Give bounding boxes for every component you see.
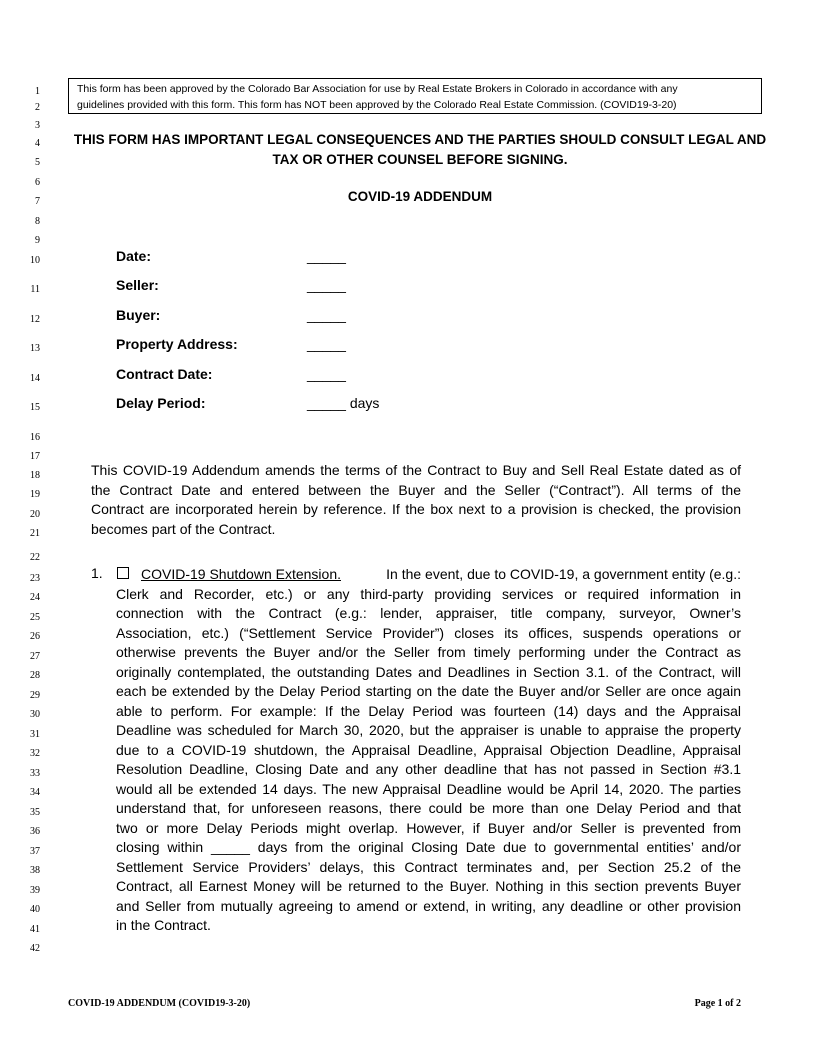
section-1-line: and Seller from mutually agreeing to amend or extend, in writing, any deadline or other provision <box>116 897 741 914</box>
notice-line-2: guidelines provided with this form. This form has NOT been approved by the Colorado Real Estate Commission. (COVID19-3-20) <box>77 99 677 111</box>
section-1-line: Contract, all Earnest Money will be returned to the Buyer. Nothing in this section prevents Buyer <box>116 878 741 894</box>
section-1-line: Resolution Deadline, Closing Date and any other deadline that has not passed in Section #3.1 <box>116 761 741 777</box>
line-number: 40 <box>30 904 40 915</box>
section-1-body <box>116 565 741 936</box>
legal-warning-line-2: TAX OR OTHER COUNSEL BEFORE SIGNING. <box>272 152 568 167</box>
section-1-line: able to perform. For example: If the Delay Period was fourteen (14) days and the Appraisal <box>116 702 741 719</box>
line-number: 7 <box>35 196 40 207</box>
field-label-date: Date: <box>116 248 152 264</box>
line-number: 2 <box>35 102 40 113</box>
section-1-line: due to a COVID-19 shutdown, the Appraisal Deadline, Appraisal Objection Deadline, Appraisal <box>116 741 741 758</box>
line-number: 30 <box>30 709 40 720</box>
section-1-first-line-text: In the event, due to COVID-19, a government entity (e.g.: <box>386 566 741 582</box>
intro-line: becomes part of the Contract. <box>91 520 276 537</box>
line-number: 3 <box>35 120 40 131</box>
approval-notice-box <box>68 78 762 114</box>
line-number: 34 <box>30 787 40 798</box>
line-number: 25 <box>30 612 40 623</box>
line-number: 38 <box>30 865 40 876</box>
intro-paragraph <box>91 461 741 539</box>
section-1-line: Clerk and Recorder, etc.) or any third-party providing services or required information in <box>116 585 741 602</box>
line-number: 4 <box>35 138 40 149</box>
line-number: 15 <box>30 402 40 413</box>
line-number: 11 <box>30 284 40 295</box>
line-number: 14 <box>30 373 40 384</box>
section-1-heading: COVID-19 Shutdown Extension. <box>141 566 341 582</box>
line-number: 16 <box>30 432 40 443</box>
line-number: 24 <box>30 592 40 603</box>
section-1-line: Association, etc.) (“Settlement Service Provider”) closes its offices, suspends operations or <box>116 624 741 641</box>
line-number: 22 <box>30 552 40 563</box>
line-number: 28 <box>30 670 40 681</box>
line-number: 23 <box>30 573 40 584</box>
line-number: 5 <box>35 157 40 168</box>
section-1-first-line <box>116 565 741 585</box>
section-1-last-line: in the Contract. <box>116 917 211 933</box>
line-number: 12 <box>30 314 40 325</box>
line-number: 18 <box>30 470 40 481</box>
line-number: 6 <box>35 177 40 188</box>
line-number: 39 <box>30 885 40 896</box>
line-number: 19 <box>30 489 40 500</box>
notice-line-1: This form has been approved by the Colorado Bar Association for use by Real Estate Brokers in Colorado in accordance with any <box>77 83 678 95</box>
line-number: 1 <box>35 86 40 97</box>
field-blank-delay-period: _____ days <box>307 395 380 411</box>
line-number: 8 <box>35 216 40 227</box>
field-label-property-address: Property Address: <box>116 336 238 352</box>
line-number: 32 <box>30 748 40 759</box>
section-1-line: otherwise prevents the Buyer and/or the Seller from timely performing under the Contract as <box>116 644 741 660</box>
section-1-number: 1. <box>91 565 103 581</box>
footer-form-id: COVID-19 ADDENDUM (COVID19-3-20) <box>68 998 251 1009</box>
field-blank-contract-date: _____ <box>307 366 346 382</box>
legal-warning-line-1: THIS FORM HAS IMPORTANT LEGAL CONSEQUENCES AND THE PARTIES SHOULD CONSULT LEGAL AND <box>73 132 767 147</box>
section-1-line: understand that, for unforeseen reasons, there could be more than one Delay Period and that <box>116 800 741 816</box>
field-blank-buyer: _____ <box>307 307 346 323</box>
field-label-buyer: Buyer: <box>116 307 161 323</box>
line-number: 33 <box>30 768 40 779</box>
section-1-line: would all be extended 14 days. The new Appraisal Deadline would be April 14, 2020. The parties <box>116 780 741 797</box>
line-number: 26 <box>30 631 40 642</box>
intro-line: This COVID-19 Addendum amends the terms of the Contract to Buy and Sell Real Estate dated as of <box>91 462 741 478</box>
field-blank-date: _____ <box>307 248 346 264</box>
line-number: 42 <box>30 943 40 954</box>
section-1-line: Settlement Service Providers’ delays, this Contract terminates and, per Section 25.2 of the <box>116 858 741 875</box>
line-number: 13 <box>30 343 40 354</box>
line-number: 29 <box>30 690 40 701</box>
page-title: COVID-19 ADDENDUM <box>347 189 493 204</box>
section-1-line: closing within _____ days from the original Closing Date due to governmental entities’ and/or <box>116 839 741 855</box>
section-1-line: two or more Delay Periods might overlap. However, if Buyer and/or Seller is prevented from <box>116 819 741 836</box>
field-blank-property-address: _____ <box>307 336 346 352</box>
line-number: 17 <box>30 451 40 462</box>
field-label-seller: Seller: <box>116 277 159 293</box>
field-label-contract-date: Contract Date: <box>116 366 213 382</box>
intro-line: Contract are incorporated herein by reference. If the box next to a provision is checked, the provision <box>91 501 741 517</box>
line-number: 10 <box>30 255 40 266</box>
line-number: 41 <box>30 924 40 935</box>
line-number: 31 <box>30 729 40 740</box>
field-label-delay-period: Delay Period: <box>116 395 206 411</box>
section-1-line: connection with the Contract (e.g.: lender, appraiser, title company, surveyor, Owner’s <box>116 605 741 621</box>
intro-line: the Contract Date and entered between the Buyer and the Seller (“Contract”). All terms of the <box>91 481 741 498</box>
line-number: 27 <box>30 651 40 662</box>
section-1-line: originally contemplated, the outstanding Dates and Deadlines in Section 3.1. of the Contract, will <box>116 663 741 680</box>
line-number: 35 <box>30 807 40 818</box>
line-number: 21 <box>30 528 40 539</box>
section-1-line: Deadline was scheduled for March 30, 2020, but the appraiser is unable to appraise the property <box>116 722 741 738</box>
line-number: 9 <box>35 235 40 246</box>
section-1-lines <box>116 585 741 917</box>
line-number: 20 <box>30 509 40 520</box>
field-blank-seller: _____ <box>307 277 346 293</box>
footer-page-number: Page 1 of 2 <box>694 998 741 1009</box>
line-number: 36 <box>30 826 40 837</box>
line-number: 37 <box>30 846 40 857</box>
section-1-line: each be extended by the Delay Period starting on the date the Buyer and/or Seller are once again <box>116 683 741 699</box>
